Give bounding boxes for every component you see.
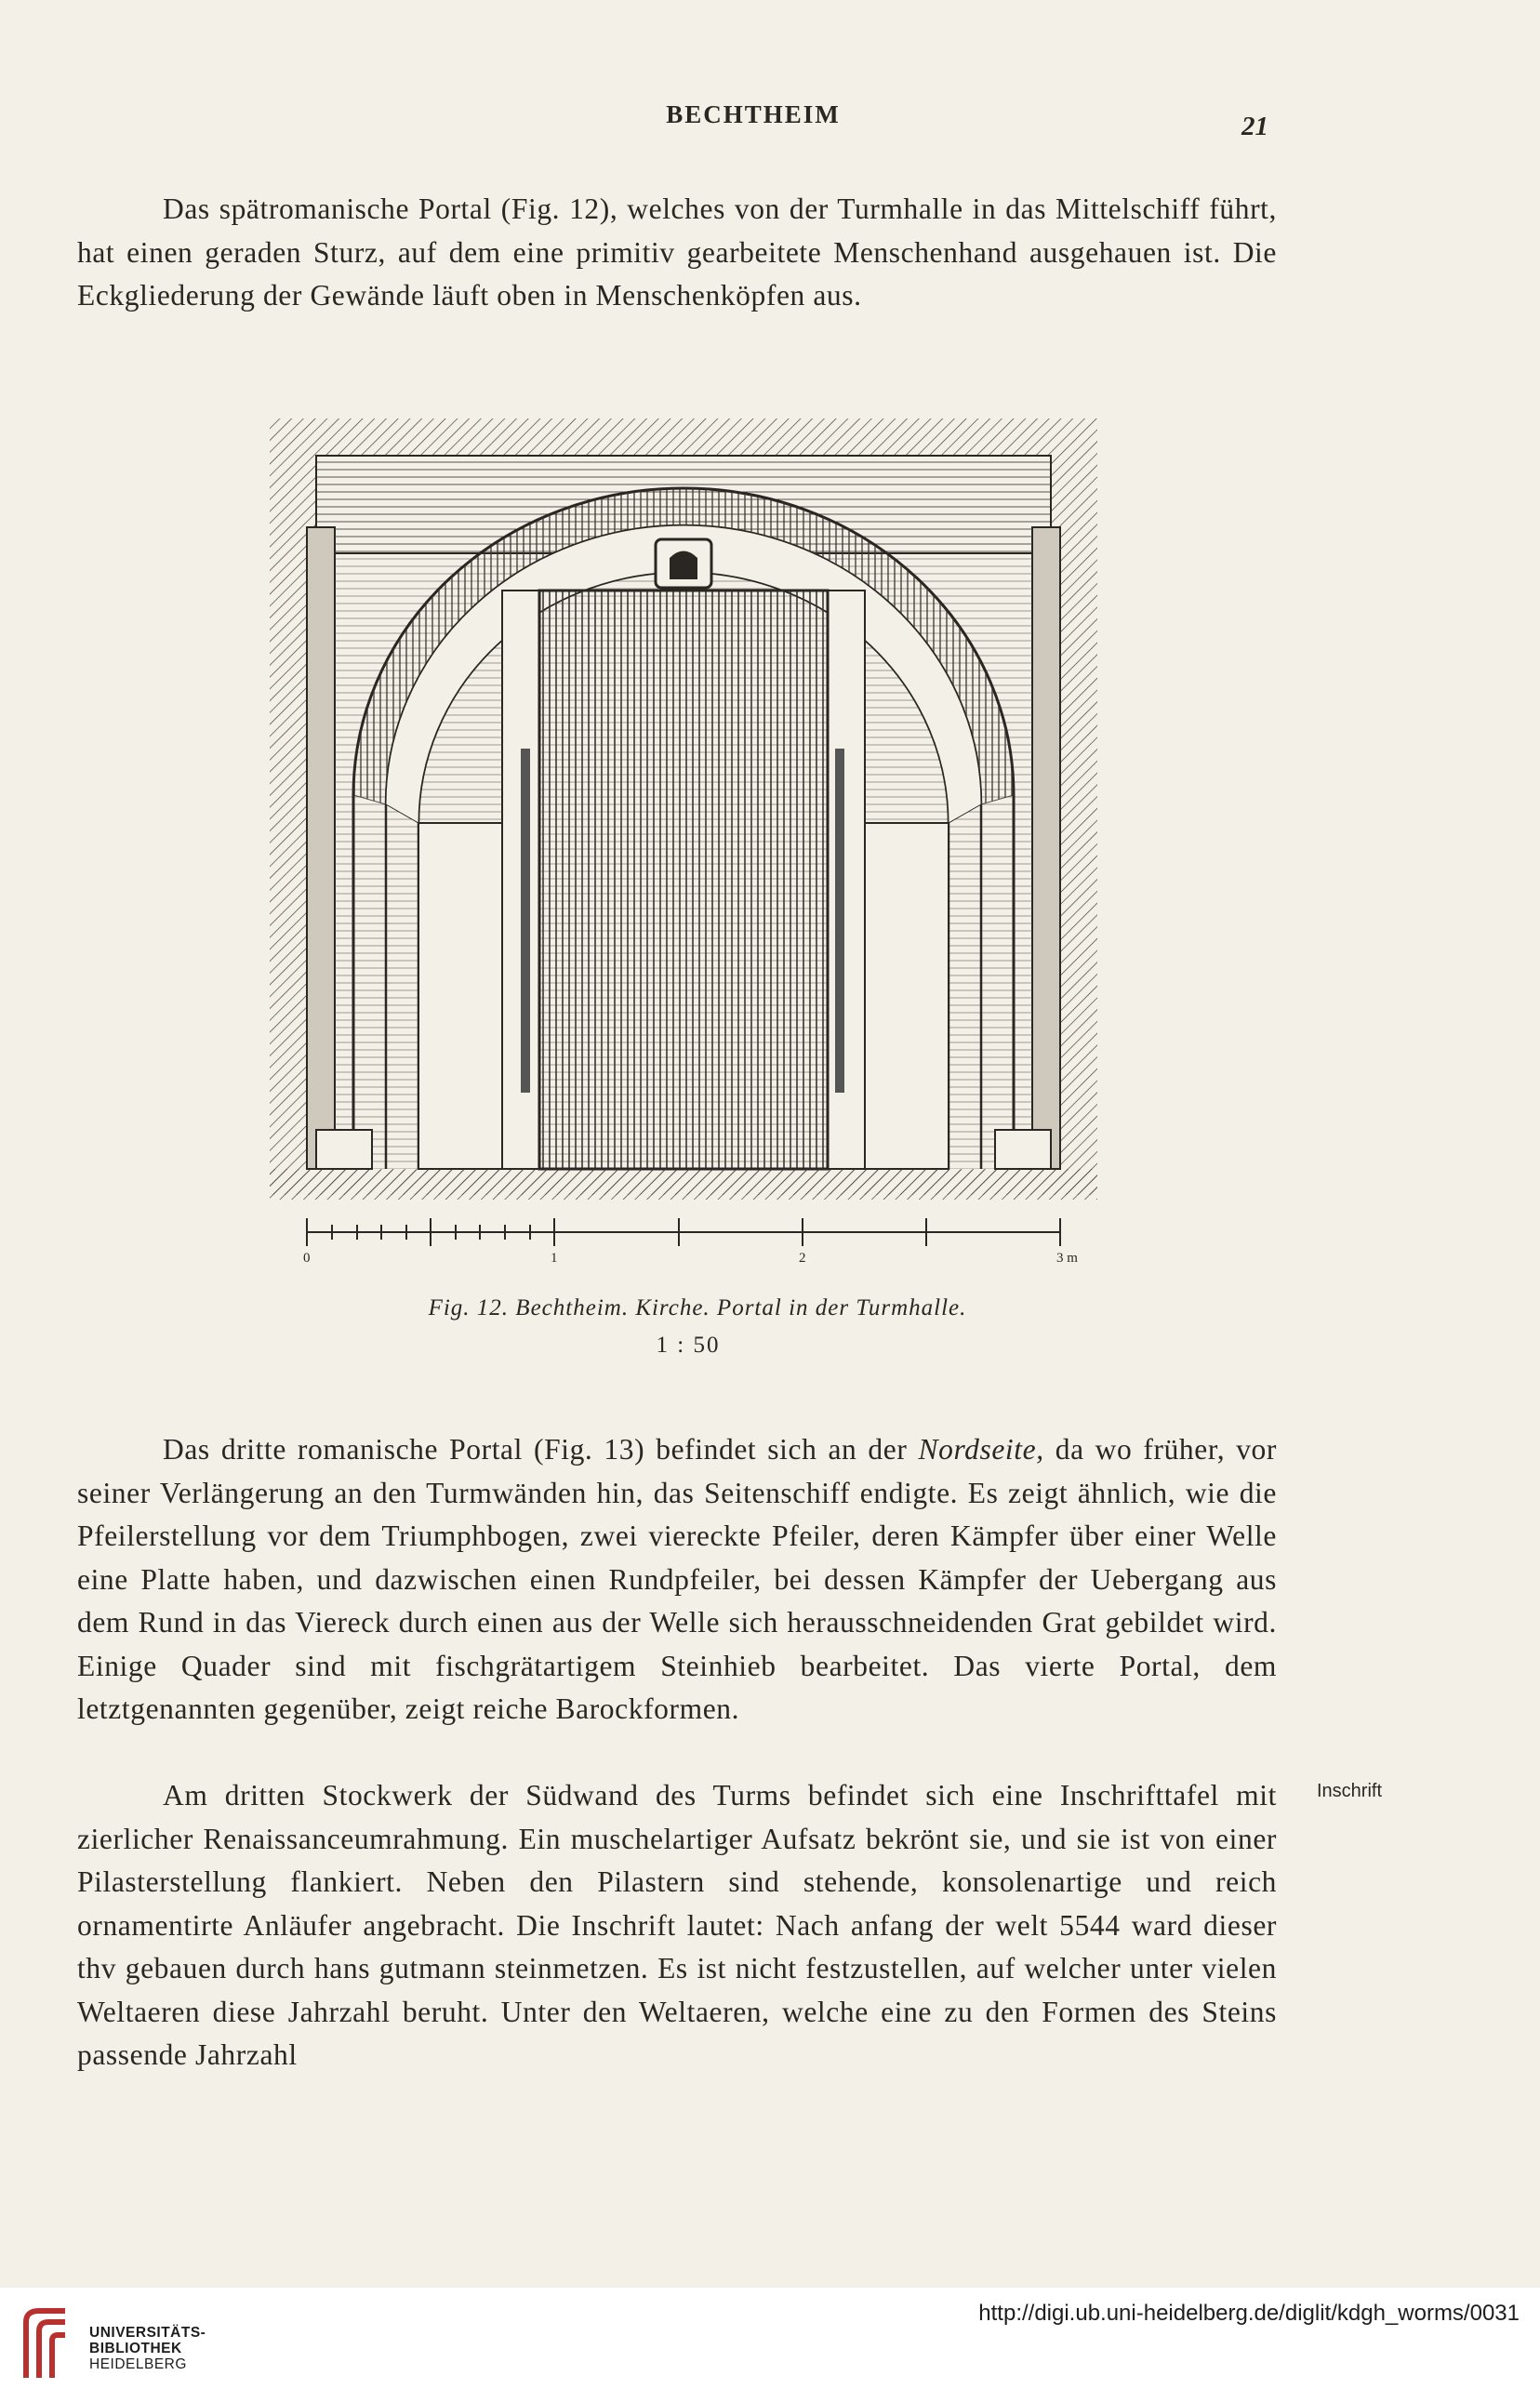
right-pilaster xyxy=(1032,527,1060,1169)
paragraph-text: Das dritte romanische Portal (Fig. 13) befindet sich an der xyxy=(163,1433,919,1466)
door-leaf xyxy=(539,591,828,1169)
paragraph-text: Am dritten Stockwerk der Südwand des Turms befindet sich eine Inschrifttafel mit zierlicher Renaissanceumrahmung. Ein muschelartiger Aufsatz bekrönt sie, und sie ist von einer Pilasterstellung flankiert. Neben den Pilastern sind stehende, konsolenartige und reich ornamentirte Anläufer angebracht. Die Inschrift lautet: Nach anfang der welt 5544 ward dieser thv gebauen durch hans gutmann steinmetzen. Es ist nicht festzustellen, auf welcher unter vielen Weltaeren diese Jahrzahl beruht. Unter den Weltaeren, welche eine zu den Formen des Steins passende Jahrzahl xyxy=(77,1779,1277,2071)
left-jamb xyxy=(418,823,502,1169)
right-door-post xyxy=(828,591,865,1169)
scale-label-1: 1 xyxy=(551,1251,558,1266)
figure-caption: Fig. 12. Bechtheim. Kirche. Portal in der Turmhalle. xyxy=(428,1295,967,1320)
carved-hand-lintel xyxy=(656,539,711,588)
scale-label-3m: 3 m xyxy=(1056,1251,1078,1266)
permalink-url[interactable]: http://digi.ub.uni-heidelberg.de/diglit/kdgh_worms/0031 xyxy=(978,2301,1520,2326)
scale-bar xyxy=(307,1218,1060,1246)
right-jamb xyxy=(865,823,949,1169)
left-pilaster xyxy=(307,527,335,1169)
emphasis-nordseite: Nordseite, xyxy=(918,1433,1044,1466)
paragraph-portal-turmhalle xyxy=(77,188,1277,318)
floor-hatching xyxy=(270,1169,1097,1195)
paragraph-nordseite xyxy=(77,1428,1277,1732)
library-name xyxy=(89,2325,206,2372)
left-hinge-bar xyxy=(521,749,530,1093)
paragraph-text: Das spätromanische Portal (Fig. 12), welches von der Turmhalle in das Mittelschiff führt, hat einen geraden Sturz, auf dem eine primitiv gearbeitete Menschenhand ausgehauen ist. Die Eckgliederung der Gewände läuft oben in Menschenköpfen aus. xyxy=(77,192,1277,312)
library-name-line: HEIDELBERG xyxy=(89,2356,187,2372)
paragraph-text: da wo früher, vor seiner Verlängerung an den Turmwänden hin, das Seitenschiff endigte. Es zeigt ähnlich, wie die Pfeilerstellung vor dem Triumphbogen, zwei viereckte Pfeiler, deren Kämpfer über einer Welle eine Platte haben, und dazwischen einen Rundpfeiler, bei dessen Kämpfer der Uebergang aus dem Rund in das Viereck durch einen aus der Welle sich herausschneidenden Grat gebildet wird. Einige Quader sind mit fischgrätartigem Steinhieb bearbeitet. Das vierte Portal, dem letztgenannten gegenüber, zeigt reiche Barockformen. xyxy=(77,1433,1277,1725)
scale-label-2: 2 xyxy=(799,1251,806,1266)
right-hinge-bar xyxy=(835,749,844,1093)
library-logo-icon xyxy=(17,2303,76,2383)
page-number: 21 xyxy=(1241,112,1268,141)
margin-note: Inschrift xyxy=(1317,1781,1383,1801)
scale-ratio: 1 : 50 xyxy=(656,1333,721,1358)
scale-label-0: 0 xyxy=(303,1251,311,1266)
portal-drawing xyxy=(260,414,1135,1269)
library-name-line: UNIVERSITÄTS- xyxy=(89,2325,206,2341)
library-name-line: BIBLIOTHEK xyxy=(89,2341,182,2356)
paragraph-inschrift xyxy=(77,1774,1277,2077)
running-title: BECHTHEIM xyxy=(666,100,841,128)
